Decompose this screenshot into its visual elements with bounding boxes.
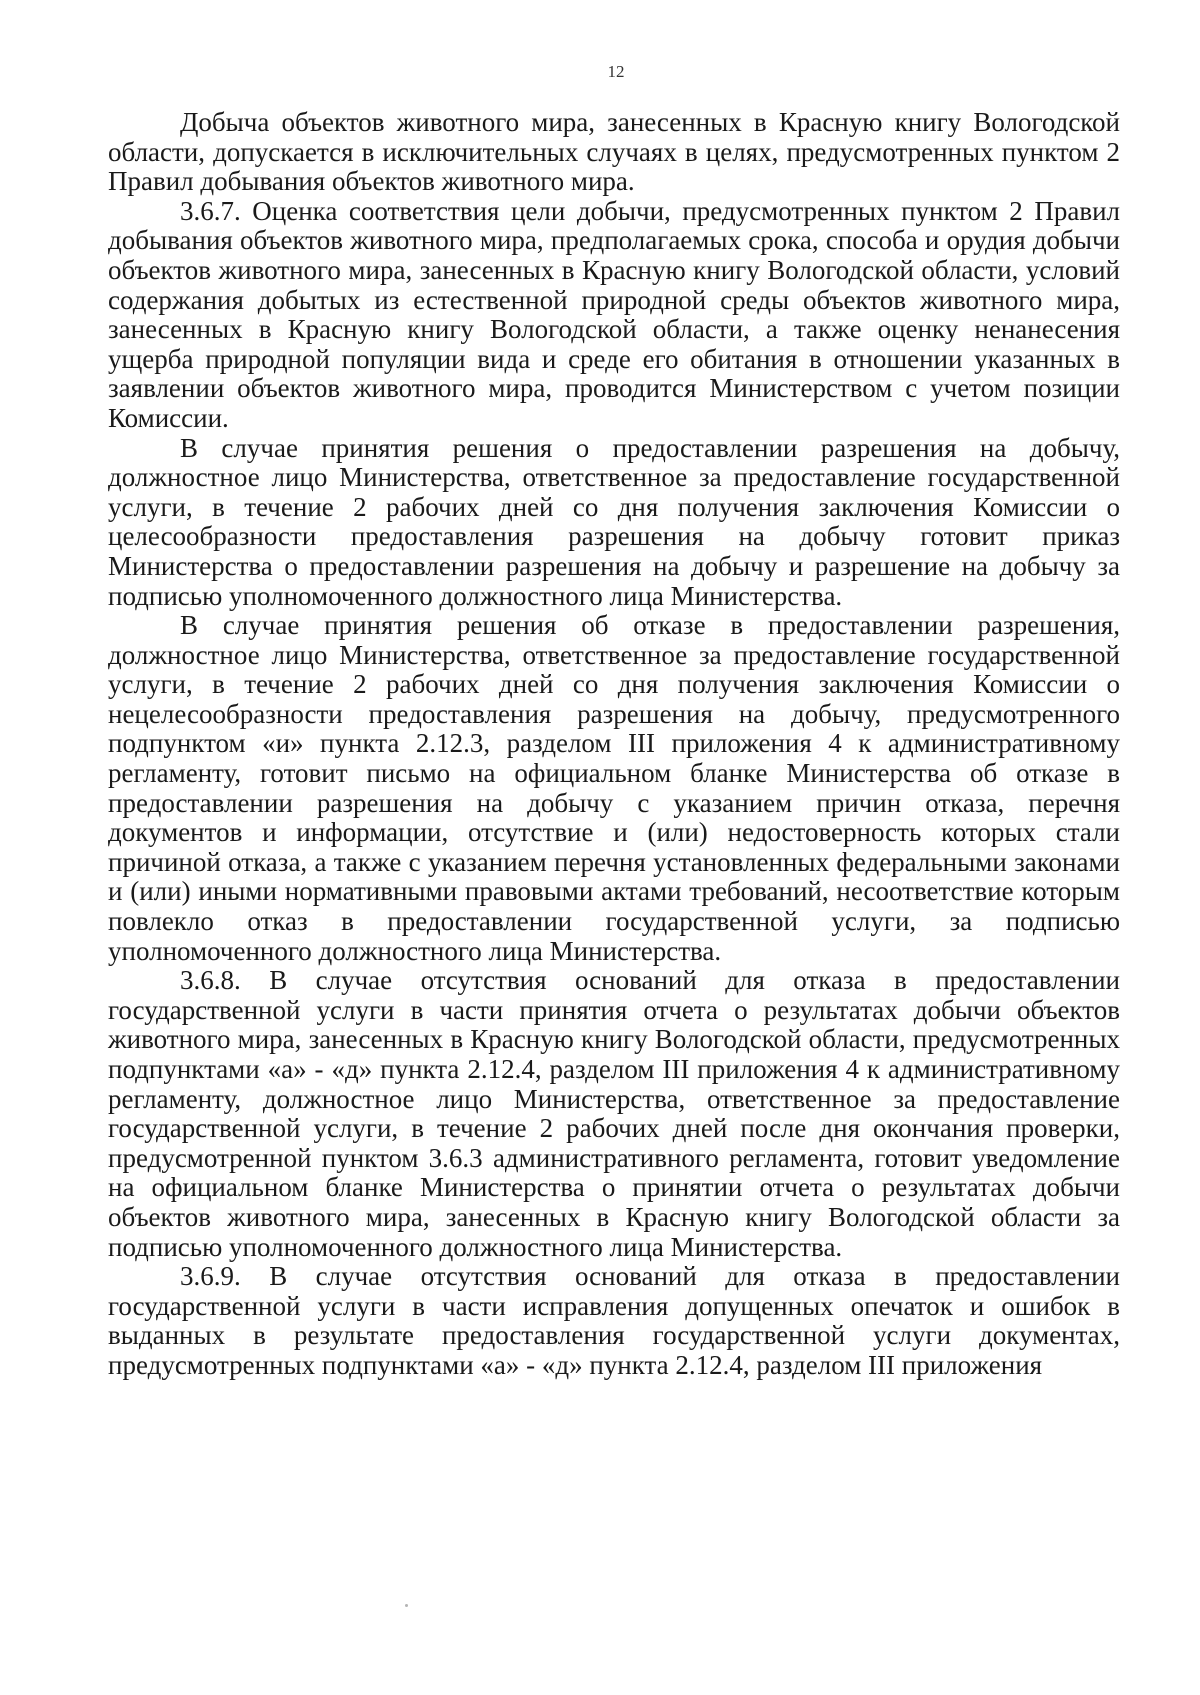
page-number: 12 bbox=[607, 62, 625, 81]
document-body bbox=[108, 108, 1120, 1381]
paragraph-permit-refused: В случае принятия решения об отказе в предоставлении разрешения, должностное лицо Министерства, ответственное за предоставление государственной услуги, в течение 2 рабочих дней со дня получения заключения Комиссии о нецелесообразности предоставления разрешения на добычу, предусмотренного подпунктом «и» пункта 2.12.3, разделом III приложения 4 к административному регламенту, готовит письмо на официальном бланке Министерства об отказе в предоставлении разрешения на добычу с указанием причин отказа, перечня документов и информации, отсутствие и (или) недостоверность которых стали причиной отказа, а также с указанием перечня установленных федеральными законами и (или) иными нормативными правовыми актами требований, несоответствие которым повлекло отказ в предоставлении государственной услуги, за подписью уполномоченного должностного лица Министерства. bbox=[108, 610, 1120, 966]
paragraph-intro: Добыча объектов животного мира, занесенных в Красную книгу Вологодской области, допускается в исключительных случаях в целях, предусмотренных пунктом 2 Правил добывания объектов животного мира. bbox=[108, 107, 1120, 197]
paragraph-3-6-9: 3.6.9. В случае отсутствия оснований для отказа в предоставлении государственной услуги в части исправления допущенных опечаток и ошибок в выданных в результате предоставления государственной услуги документах, предусмотренных подпунктами «а» - «д» пункта 2.12.4, разделом III приложения bbox=[108, 1261, 1120, 1380]
scan-artifact-dot bbox=[405, 1604, 408, 1607]
paragraph-3-6-8: 3.6.8. В случае отсутствия оснований для отказа в предоставлении государственной услуги в части принятия отчета о результатах добычи объектов животного мира, занесенных в Красную книгу Вологодской области, предусмотренных подпунктами «а» - «д» пункта 2.12.4, разделом III приложения 4 к административному регламенту, должностное лицо Министерства, ответственное за предоставление государственной услуги, в течение 2 рабочих дней после дня окончания проверки, предусмотренной пунктом 3.6.3 административного регламента, готовит уведомление на официальном бланке Министерства о принятии отчета о результатах добычи объектов животного мира, занесенных в Красную книгу Вологодской области за подписью уполномоченного должностного лица Министерства. bbox=[108, 965, 1120, 1262]
paragraph-3-6-7: 3.6.7. Оценка соответствия цели добычи, предусмотренных пунктом 2 Правил добывания объектов животного мира, предполагаемых срока, способа и орудия добычи объектов животного мира, занесенных в Красную книгу Вологодской области, условий содержания добытых из естественной природной среды объектов животного мира, занесенных в Красную книгу Вологодской области, а также оценку ненанесения ущерба природной популяции вида и среде его обитания в отношении указанных в заявлении объектов животного мира, проводится Министерством с учетом позиции Комиссии. bbox=[108, 195, 1120, 433]
paragraph-permit-granted: В случае принятия решения о предоставлении разрешения на добычу, должностное лицо Министерства, ответственное за предоставление государственной услуги, в течение 2 рабочих дней со дня получения заключения Комиссии о целесообразности предоставления разрешения на добычу готовит приказ Министерства о предоставлении разрешения на добычу и разрешение на добычу за подписью уполномоченного должностного лица Министерства. bbox=[108, 432, 1120, 611]
